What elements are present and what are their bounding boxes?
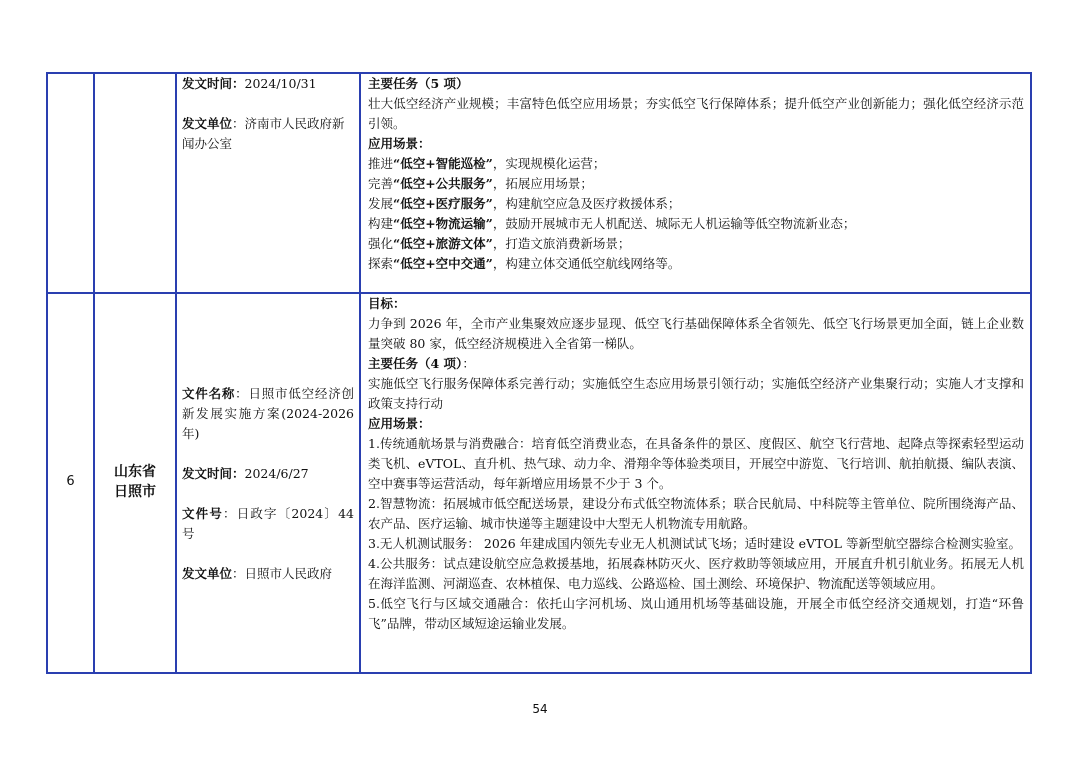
scene-line: 完善“低空+公共服务”，拓展应用场景； <box>368 176 593 191</box>
goal-text: 力争到 2026 年，全市产业集聚效应逐步显现、低空飞行基础保障体系全省领先、低空飞行场景更加全面，链上企业数量突破 80 家，低空经济规模进入全省第一梯队。 <box>368 316 1024 351</box>
city-name: 山东省 日照市 <box>114 464 156 500</box>
scene-line: 强化“低空+旅游文体”，打造文旅消费新场景； <box>368 236 631 251</box>
unit-value: ：日照市人民政府 <box>232 566 333 581</box>
scene-line: 推进“低空+智能巡检”，实现规模化运营； <box>368 156 606 171</box>
unit-label: 发文单位 <box>182 116 233 131</box>
scene-item: 5.低空飞行与区域交通融合：依托山字河机场、岚山通用机场等基础设施，开展全市低空经济交通规划，打造“环鲁飞”品牌，带动区域短途运输业发展。 <box>368 596 1024 631</box>
tasks-title: 主要任务（4 项） <box>368 356 463 371</box>
docno-value: ：日政字〔2024〕44 号 <box>182 506 354 541</box>
row2-meta-cell <box>182 384 354 584</box>
scene-item: 1.传统通航场景与消费融合：培育低空消费业态，在具备条件的景区、度假区、航空飞行营地、起降点等探索轻型运动类飞机、eVTOL、直升机、热气球、动力伞、滑翔伞等体验类项目，开展空中游览、飞行培训、航拍航摄、编队表演、空中赛事等运营活动，每年新增应用场景不少于 3 个。 <box>368 436 1024 491</box>
scene-item: 4.公共服务：试点建设航空应急救援基地，拓展森林防灭火、医疗救助等领域应用，开展直升机引航业务。拓展无人机在海洋监测、河湖巡查、农林植保、电力巡线、公路巡检、国土测绘、环境保护、物流配送等领域应用。 <box>368 556 1024 591</box>
row1-meta-cell <box>182 74 356 154</box>
policy-table <box>46 72 1032 674</box>
page-number: 54 <box>532 702 548 716</box>
goal-title: 目标： <box>368 296 406 311</box>
date-label: 发文时间： <box>182 76 245 91</box>
tasks-text: 壮大低空经济产业规模；丰富特色低空应用场景；夯实低空飞行保障体系；提升低空产业创新能力；强化低空经济示范引领。 <box>368 96 1024 131</box>
tasks-title: 主要任务（5 项） <box>368 76 469 91</box>
scene-line: 探索“低空+空中交通”，构建立体交通低空航线网络等。 <box>368 256 681 271</box>
scenes-title: 应用场景： <box>368 136 431 151</box>
scenes-title: 应用场景： <box>368 416 431 431</box>
file-value: ：日照市低空经济创新发展实施方案(2024-2026 年) <box>182 386 354 441</box>
date-label: 发文时间： <box>182 466 245 481</box>
unit-value: ：济南市人民政府新闻办公室 <box>182 116 345 151</box>
row-number: 6 <box>66 474 75 489</box>
row2-content-cell: 目标： 力争到 2026 年，全市产业集聚效应逐步显现、低空飞行基础保障体系全省领先、低空飞行场景更加全面，链上企业数量突破 80 家，低空经济规模进入全省第一梯队。 主要任务（4 项）： 实施低空飞行服务保障体系完善行动；实施低空生态应用场景引领行动；实施低空经济产业集聚行动；实施人才支撑和政策支持行动 应用场景： 1.传统通航场景与消费融合：培育低空消费业态，在具备条件的景区、度假区、航空飞行营地、起降点等探索轻型运动类飞机、eVTOL、直升机、热气球、动力伞、滑翔伞等体验类项目，开展空中游览、飞行培训、航拍航摄、编队表演、空中赛事等运营活动，每年新增应用场景不少于 3 个。 2.智慧物流：拓展城市低空配送场景，建设分布式低空物流体系；联合民航局、中科院等主管单位、院所围绕海产品、农产品、医疗运输、城市快递等主题建设中大型无人机物流专用航路。 3.无人机测试服务： 2026 年建成国内领先专业无人机测试试飞场；适时建设 eVTOL 等新型航空器综合检测实验室。 4.公共服务：试点建设航空应急救援基地，拓展森林防灭火、医疗救助等领域应用，开展直升机引航业务。拓展无人机在海洋监测、河湖巡查、农林植保、电力巡线、公路巡检、国土测绘、环境保护、物流配送等领域应用。 5.低空飞行与区域交通融合：依托山字河机场、岚山通用机场等基础设施，开展全市低空经济交通规划，打造“环鲁飞”品牌，带动区域短途运输业发展。 <box>368 294 1024 634</box>
scene-item: 3.无人机测试服务： 2026 年建成国内领先专业无人机测试试飞场；适时建设 eVTOL 等新型航空器综合检测实验室。 <box>368 536 1021 551</box>
date-value: 2024/6/27 <box>244 466 309 481</box>
scene-line: 构建“低空+物流运输”，鼓励开展城市无人机配送、城际无人机运输等低空物流新业态； <box>368 216 856 231</box>
docno-label: 文件号 <box>182 506 224 521</box>
unit-label: 发文单位 <box>182 566 233 581</box>
row1-content-cell <box>368 74 1024 274</box>
tasks-text: 实施低空飞行服务保障体系完善行动；实施低空生态应用场景引领行动；实施低空经济产业集聚行动；实施人才支撑和政策支持行动 <box>368 376 1024 411</box>
scene-item: 2.智慧物流：拓展城市低空配送场景，建设分布式低空物流体系；联合民航局、中科院等主管单位、院所围绕海产品、农产品、医疗运输、城市快递等主题建设中大型无人机物流专用航路。 <box>368 496 1024 531</box>
date-value: 2024/10/31 <box>244 76 317 91</box>
scene-line: 发展“低空+医疗服务”，构建航空应急及医疗救援体系； <box>368 196 681 211</box>
file-label: 文件名称 <box>182 386 236 401</box>
